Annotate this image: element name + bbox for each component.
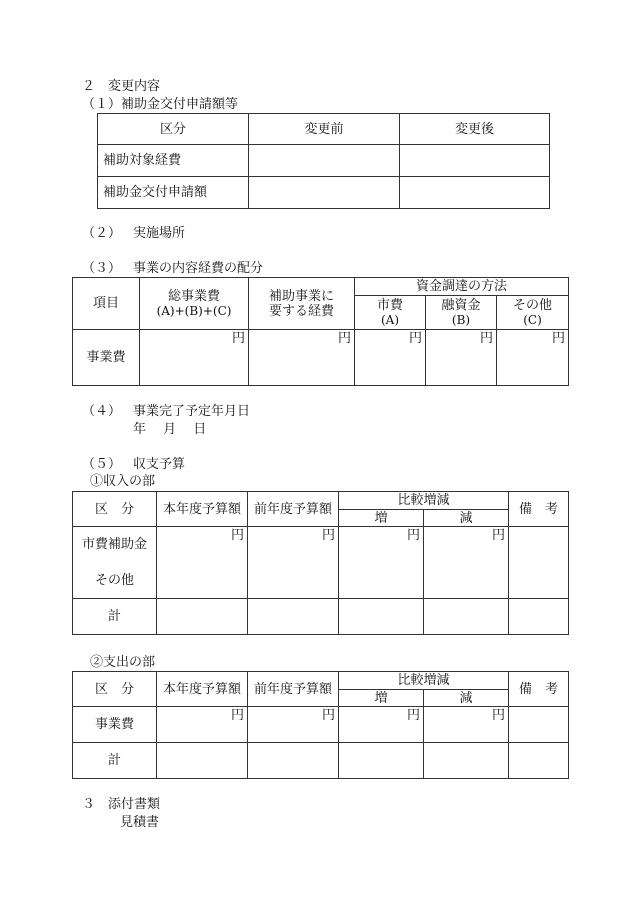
yen-unit: 円 xyxy=(497,330,569,386)
completion-date-line: 年 月 日 xyxy=(133,422,207,437)
header-funding-method: 資金調達の方法 xyxy=(355,278,569,296)
subsection-3-title: 事業の内容経費の配分 xyxy=(133,261,264,276)
header-item: 項目 xyxy=(73,278,140,330)
cell-empty xyxy=(339,743,424,779)
header-category: 区 分 xyxy=(73,492,157,527)
header-city-funds xyxy=(355,296,426,330)
header-comparison: 比較増減 xyxy=(339,672,509,690)
subsection-2-title: 実施場所 xyxy=(133,226,186,241)
row-total: 計 xyxy=(73,599,157,635)
row-total: 計 xyxy=(73,743,157,779)
subsection-2-number: （２） xyxy=(82,226,122,241)
cell-empty xyxy=(157,599,248,635)
income-row-labels xyxy=(73,527,157,599)
subsection-4-number: （４） xyxy=(82,404,122,419)
expense-budget-table xyxy=(72,671,569,779)
grant-amount-table xyxy=(97,113,550,209)
header-after-change: 変更後 xyxy=(400,114,550,145)
income-budget-table xyxy=(72,491,569,635)
cell-before xyxy=(249,177,400,209)
cell-empty xyxy=(157,743,248,779)
cell-empty xyxy=(248,743,339,779)
row-eligible-expenses: 補助対象経費 xyxy=(98,145,249,177)
header-this-year-budget: 本年度予算額 xyxy=(157,492,248,527)
header-loan-code: (B) xyxy=(451,312,471,327)
expense-allocation-table xyxy=(72,277,569,386)
row-project-cost: 事業費 xyxy=(73,707,157,743)
attachment-item: 見積書 xyxy=(120,815,160,830)
header-this-year-budget: 本年度予算額 xyxy=(157,672,248,707)
header-decrease: 減 xyxy=(424,510,509,527)
header-before-change: 変更前 xyxy=(249,114,400,145)
header-required-cost-line1: 補助事業に xyxy=(268,288,334,304)
header-increase: 増 xyxy=(339,690,424,707)
subsection-4-title: 事業完了予定年月日 xyxy=(133,404,251,419)
cell-empty xyxy=(248,599,339,635)
header-last-year-budget: 前年度予算額 xyxy=(248,492,339,527)
header-last-year-budget: 前年度予算額 xyxy=(248,672,339,707)
yen-unit: 円 xyxy=(424,707,509,743)
header-remarks: 備 考 xyxy=(509,672,569,707)
cell-empty xyxy=(424,599,509,635)
header-other xyxy=(497,296,569,330)
cell-remarks xyxy=(509,527,569,599)
header-required-cost-line2: 要する経費 xyxy=(268,303,334,319)
yen-unit: 円 xyxy=(424,527,509,599)
row-grant-application-amount: 補助金交付申請額 xyxy=(98,177,249,209)
yen-unit: 円 xyxy=(339,527,424,599)
yen-unit: 円 xyxy=(426,330,497,386)
row-other: その他 xyxy=(94,572,134,588)
yen-unit: 円 xyxy=(355,330,426,386)
cell-after xyxy=(400,177,550,209)
header-category: 区 分 xyxy=(73,672,157,707)
yen-unit: 円 xyxy=(157,527,248,599)
header-required-cost xyxy=(249,278,355,330)
section-3-title: ３ 添付書類 xyxy=(82,797,161,812)
header-decrease: 減 xyxy=(424,690,509,707)
header-category: 区分 xyxy=(98,114,249,145)
header-remarks: 備 考 xyxy=(509,492,569,527)
row-city-subsidy: 市費補助金 xyxy=(81,536,147,552)
header-loan-label: 融資金 xyxy=(441,297,481,313)
yen-unit: 円 xyxy=(248,707,339,743)
income-section-title: ①収入の部 xyxy=(90,474,156,489)
row-project-cost: 事業費 xyxy=(73,330,140,386)
header-other-code: (C) xyxy=(523,312,542,327)
subsection-5-number: （５） xyxy=(82,457,122,472)
subsection-5-title: 収支予算 xyxy=(133,457,186,472)
header-total-cost-formula: (A)+(B)+(C) xyxy=(156,303,232,318)
header-total-cost-label: 総事業費 xyxy=(167,288,220,304)
subsection-3-number: （３） xyxy=(82,261,122,276)
subsection-1-title: （１）補助金交付申請額等 xyxy=(82,97,239,112)
yen-unit: 円 xyxy=(248,527,339,599)
expense-section-title: ②支出の部 xyxy=(90,655,156,670)
yen-unit: 円 xyxy=(249,330,355,386)
cell-empty xyxy=(424,743,509,779)
cell-empty xyxy=(509,599,569,635)
yen-unit: 円 xyxy=(140,330,249,386)
cell-empty xyxy=(509,743,569,779)
cell-after xyxy=(400,145,550,177)
header-increase: 増 xyxy=(339,510,424,527)
header-city-funds-code: (A) xyxy=(380,312,400,327)
cell-remarks xyxy=(509,707,569,743)
header-total-cost xyxy=(140,278,249,330)
yen-unit: 円 xyxy=(339,707,424,743)
header-city-funds-label: 市費 xyxy=(376,297,403,313)
section-2-title: ２ 変更内容 xyxy=(82,79,161,94)
header-comparison: 比較増減 xyxy=(339,492,509,510)
cell-empty xyxy=(339,599,424,635)
cell-before xyxy=(249,145,400,177)
yen-unit: 円 xyxy=(157,707,248,743)
header-other-label: その他 xyxy=(512,297,552,313)
header-loan xyxy=(426,296,497,330)
